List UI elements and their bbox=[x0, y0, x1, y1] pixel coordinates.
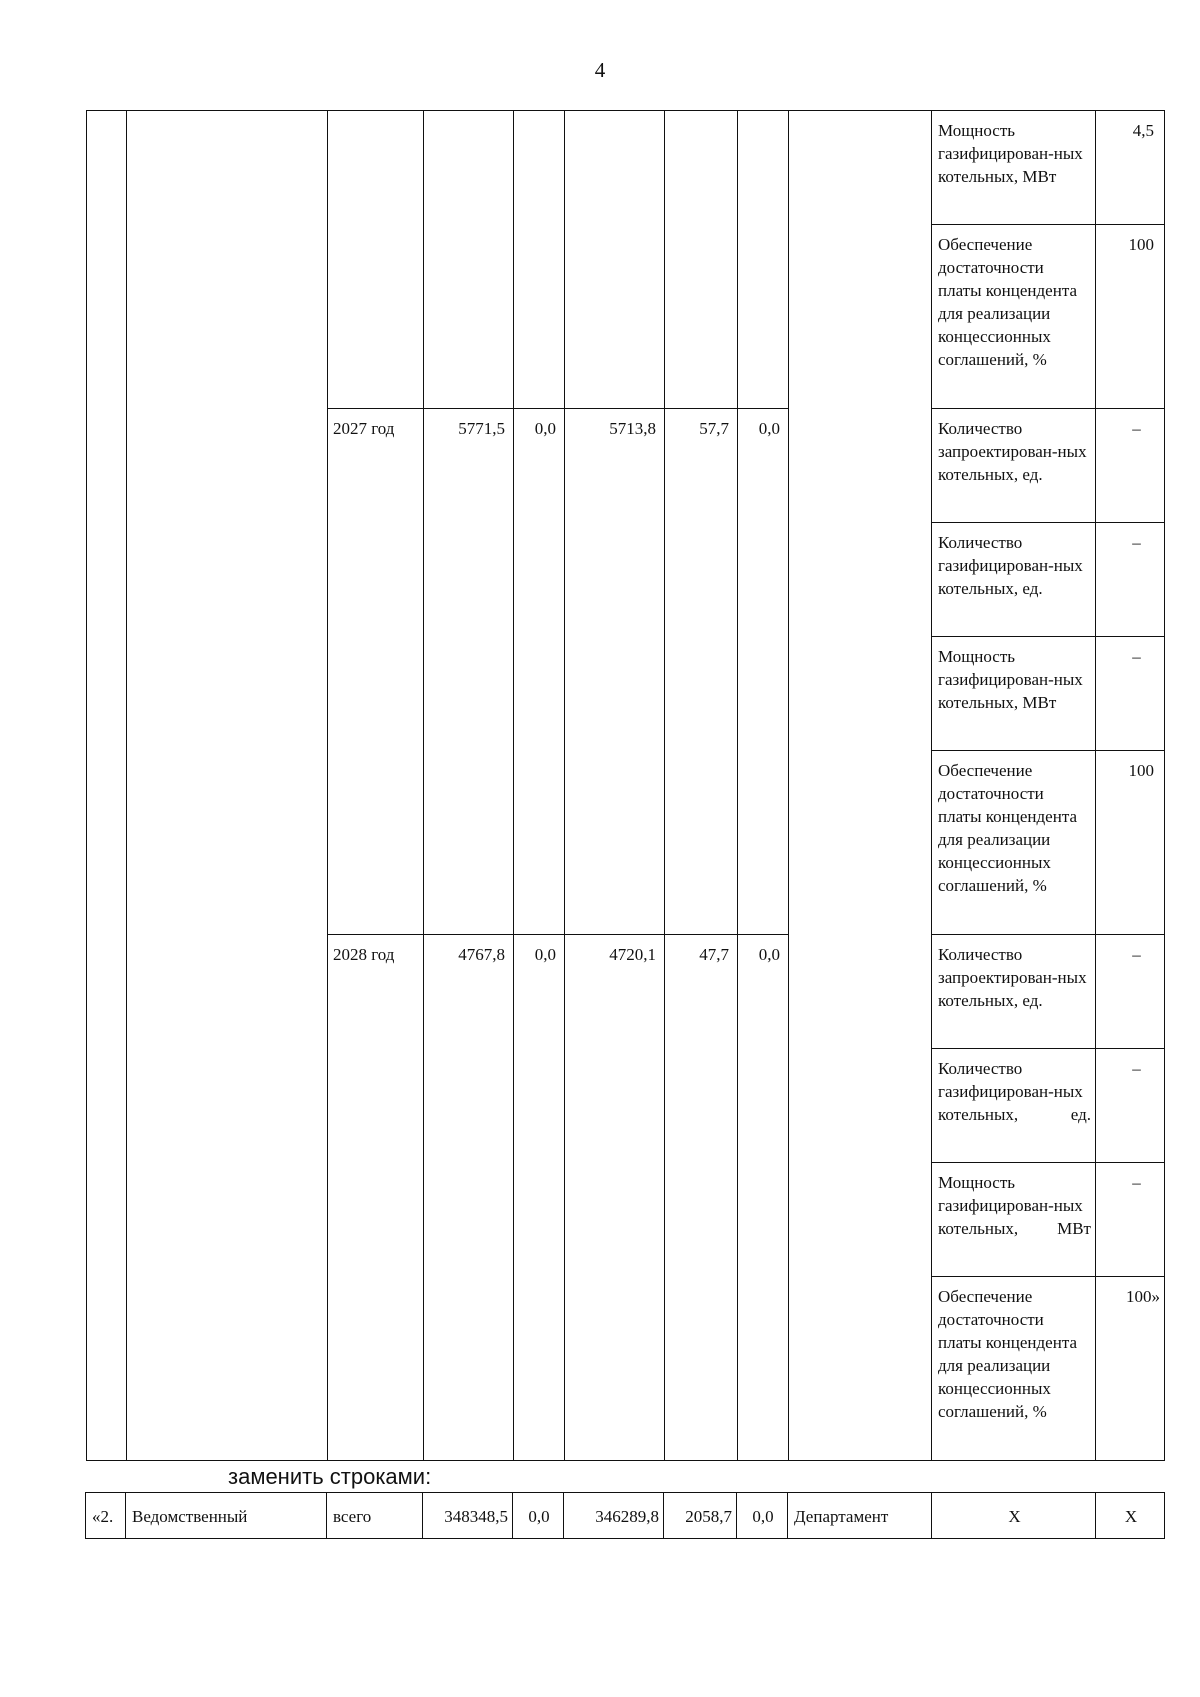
indicator-label: Мощность газифицирован-ных котельных, МВт bbox=[932, 111, 1096, 225]
value-cell bbox=[565, 111, 665, 409]
indicator-value: – bbox=[1096, 1049, 1165, 1163]
indicator-value: 100 bbox=[1096, 751, 1165, 935]
indicator-label: Обеспечение достаточности платы концендента для реализации концессионных соглашений, % bbox=[932, 1277, 1096, 1461]
table-row bbox=[87, 111, 1165, 225]
row-total: 348348,5 bbox=[423, 1493, 513, 1539]
value-cell bbox=[738, 111, 789, 409]
value-cell: 4720,1 bbox=[565, 935, 665, 1461]
number-cell bbox=[87, 111, 127, 1461]
name-cell bbox=[127, 111, 328, 1461]
value-cell: 5713,8 bbox=[565, 409, 665, 935]
indicator-value: – bbox=[1096, 935, 1165, 1049]
total-cell: 5771,5 bbox=[424, 409, 514, 935]
row-indicator: Х bbox=[932, 1493, 1096, 1539]
total-cell bbox=[424, 111, 514, 409]
total-cell: 4767,8 bbox=[424, 935, 514, 1461]
year-cell: 2028 год bbox=[328, 935, 424, 1461]
indicator-value: – bbox=[1096, 409, 1165, 523]
page-number: 4 bbox=[594, 58, 606, 82]
year-cell bbox=[328, 111, 424, 409]
executor-cell bbox=[789, 111, 932, 1461]
indicator-value: 100 bbox=[1096, 225, 1165, 409]
row-value: 0,0 bbox=[513, 1493, 564, 1539]
row-value: 2058,7 bbox=[664, 1493, 737, 1539]
indicator-label: Количество запроектирован-ных котельных, ед. bbox=[932, 935, 1096, 1049]
indicator-value: 4,5 bbox=[1096, 111, 1165, 225]
value-cell: 57,7 bbox=[665, 409, 738, 935]
indicator-label: Количество газифицирован-ных котельных, ед. bbox=[932, 1049, 1096, 1163]
border-gap bbox=[1096, 1462, 1118, 1466]
row-executor: Департамент bbox=[788, 1493, 932, 1539]
value-cell: 0,0 bbox=[738, 935, 789, 1461]
value-cell bbox=[514, 111, 565, 409]
indicator-value: – bbox=[1096, 523, 1165, 637]
value-cell: 0,0 bbox=[514, 935, 565, 1461]
row-name: Ведомственный bbox=[126, 1493, 327, 1539]
value-cell: 0,0 bbox=[514, 409, 565, 935]
value-cell: 47,7 bbox=[665, 935, 738, 1461]
table-row bbox=[86, 1493, 1165, 1539]
indicator-label: Мощность газифицирован-ных котельных, МВт bbox=[932, 637, 1096, 751]
indicator-value: – bbox=[1096, 1163, 1165, 1277]
row-number: «2. bbox=[86, 1493, 126, 1539]
value-cell bbox=[665, 111, 738, 409]
indicator-label: Обеспечение достаточности платы концендента для реализации концессионных соглашений, % bbox=[932, 751, 1096, 935]
row-value: 346289,8 bbox=[564, 1493, 664, 1539]
indicator-label: Количество запроектирован-ных котельных, ед. bbox=[932, 409, 1096, 523]
program-table bbox=[86, 110, 1165, 1461]
replacement-table bbox=[85, 1492, 1165, 1539]
year-cell: 2027 год bbox=[328, 409, 424, 935]
indicator-label: Количество газифицирован-ных котельных, ед. bbox=[932, 523, 1096, 637]
value-cell: 0,0 bbox=[738, 409, 789, 935]
row-indicator-value: Х bbox=[1096, 1493, 1165, 1539]
indicator-value: – bbox=[1096, 637, 1165, 751]
row-period: всего bbox=[327, 1493, 423, 1539]
replace-instruction: заменить строками: bbox=[228, 1464, 432, 1489]
indicator-value: 100» bbox=[1096, 1277, 1165, 1461]
indicator-label: Мощность газифицирован-ных котельных, МВт bbox=[932, 1163, 1096, 1277]
row-value: 0,0 bbox=[737, 1493, 788, 1539]
indicator-label: Обеспечение достаточности платы концендента для реализации концессионных соглашений, % bbox=[932, 225, 1096, 409]
